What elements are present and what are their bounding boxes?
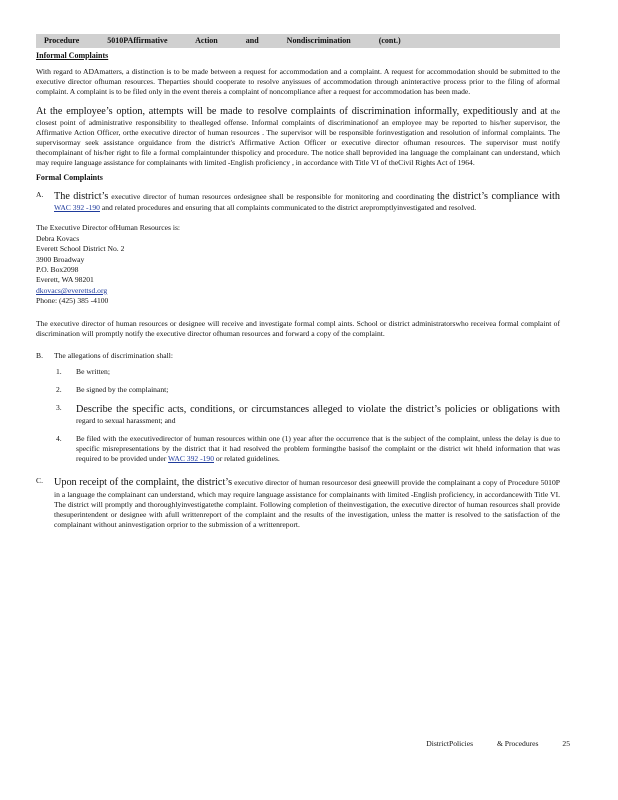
section-b-text: The allegations of discrimination shall: [54,350,173,360]
contact-city: Everett, WA 98201 [36,275,94,285]
page-footer [404,739,570,749]
contact-name: Debra Kovacs [36,233,80,243]
footer-mid: & Procedures [496,739,539,748]
accommodation-paragraph: With regard to ADAmatters, a distinction is to be made between a request for accommodation and a complaint. A request for accommodation should be submitted to the executive director ofhuman resources. Theparties should cooperate to resolve anyissues of accommodation through aninteractive process prior to the filing of aformal complaint. A complaint is to be filed only in the event thereis a complaint of noncompliance after a request for accommodation has been made. [36,66,560,96]
section-c-marker: C. [36,476,43,486]
allegation-item-2: 2. Be signed by the complainant; [56,384,169,394]
section-a-rest1: executive director of human resources ordesignee shall be responsible for monitoring and coordinating [111,191,435,201]
allegation-item-3: 3. Describe the specific acts, conditions, or circumstances alleged to violate the district’s policies or obligations with regard to sexual harassment; and [56,402,560,426]
allegation-item-1: 1. Be written; [56,366,110,376]
section-a [36,190,560,213]
informal-option-rest: the closest point of administrative responsibility to thealleged offense. Informal complaints of discriminationof an employee may be reported to his/her supervisor, the Affirmative Action Officer, orthe executive director of human resources . The supervisor will be responsible forinvestigation and resolution of informal complaints. The supervisormay seek assistance orguidance from the district's Affirmative Action Officer or executive director ofhuman resources. The supervisor must notify thecomplainant of his/her right to file a formal complaintunder thispolicy and procedure. The notice shall beprovided ina language the complainant can understand, which may require language assistance for complainants with limited -English proficiency , in accordance with Title VI of theCivil Rights Act of 1964. [36,106,560,168]
header-code: 5010PAffirmative [107,36,168,45]
contact-phone: Phone: (425) 385 -4100 [36,296,109,306]
contact-address [36,223,560,307]
contact-street: 3900 Broadway [36,254,85,264]
contact-po: P.O. Box2098 [36,265,79,275]
informal-option-lead: At the employee’s option, attempts will be made to resolve complaints of discrimination informally, expeditiously and at [36,105,548,117]
header-w3: Nondiscrimination [286,36,351,45]
executive-director-paragraph: The executive director of human resources or designee will receive and investigate formal compl aints. School or district administratorswho receivea formal complaint of discrimination will promptly notify the executive director ofhuman resources and forward a copy of the complaint. [36,318,560,338]
page-number: 25 [562,739,570,748]
allegation-item-4: 4. Be filed with the executivedirector of human resources within one (1) year after the occurrence that is the subject of the complaint, unless the delay is due to specific misrepresentations by the district that it had resolved the problem formingthe basisof the complaint or the district wit hheld information that was required to be provided under WAC 392 -190 or related guidelines. [56,434,560,464]
section-c [36,476,560,530]
section-a-lead: The district’s [54,190,109,202]
contact-email-link[interactable]: dkovacs@everettsd.org [36,285,108,295]
header-procedure: Procedure [44,36,80,45]
formal-complaints-heading: Formal Complaints [36,173,103,183]
wac-link-item-4[interactable]: WAC 392 -190 [168,454,214,464]
address-intro: The Executive Director ofHuman Resources is: [36,223,181,233]
section-a-rest2: and related procedures and ensuring that all complaints communicated to the district arepromptlyinvestigated and resolved. [101,203,477,213]
informal-option-paragraph [36,105,560,169]
section-c-lead: Upon receipt of the complaint, the district’s [54,477,233,489]
section-b [36,351,560,361]
section-c-rest: executive director of human resourcesor desi gneewill provide the complainant a copy of Procedure 5010P in a language the complainant can understand, which may require language assistance for complainants with limited -English proficiency, in accordancewith Title VI. The district will promptly and thoroughlyinvestigatethe complaint. Following completion of theinvestigation, the executive director of human resources shall provide thesuperintendent or designee with afull writtenreport of the complaint and the results of the investigation, unless the matter is resolved to the satisfaction of the complainant without aninvestigation orprior to the submission of a writtenreport. [54,478,560,529]
informal-complaints-heading: Informal Complaints [36,51,109,60]
footer-left: DistrictPolicies [426,739,474,748]
procedure-header [36,34,560,48]
wac-link-a[interactable]: WAC 392 -190 [54,203,100,213]
contact-org: Everett School District No. 2 [36,244,125,254]
header-cont: (cont.) [378,36,401,45]
header-w1: Action [195,36,218,45]
section-a-marker: A. [36,189,44,199]
header-w2: and [245,36,259,45]
document-page [36,34,560,530]
section-a-lead2: the district’s compliance with [437,190,560,202]
section-b-marker: B. [36,350,43,360]
